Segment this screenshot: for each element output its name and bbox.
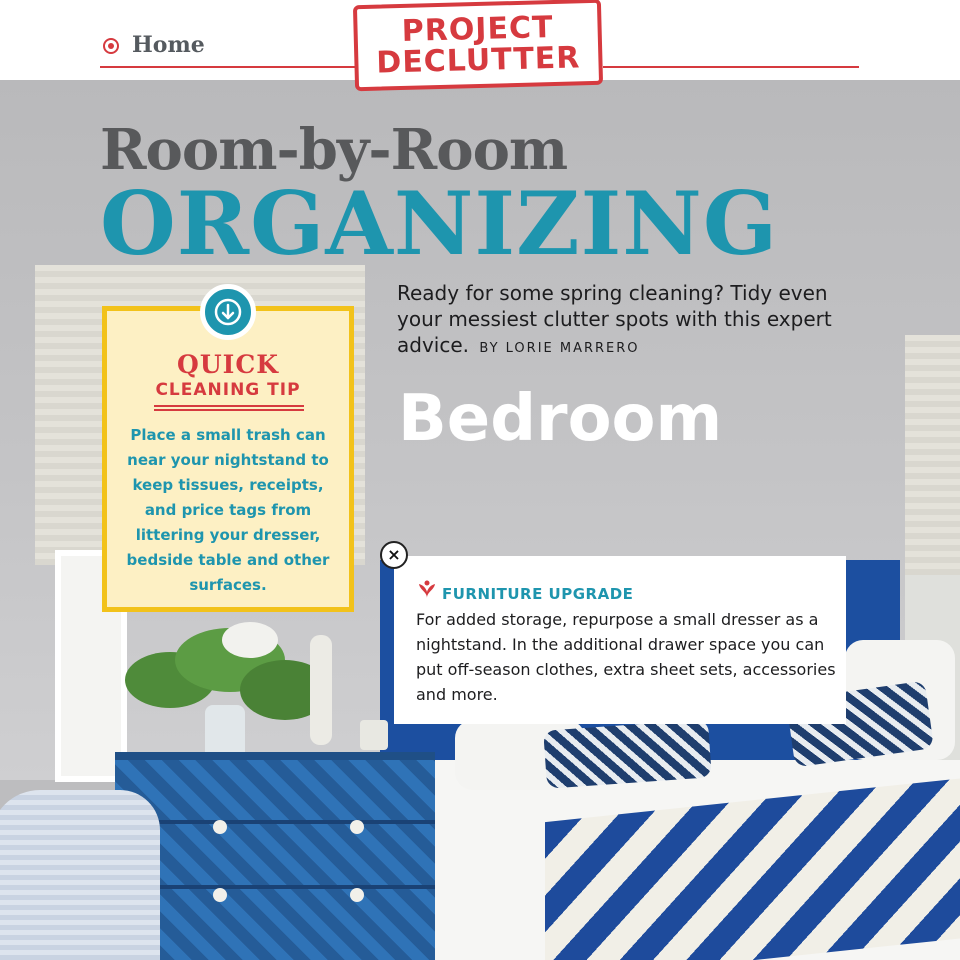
plant [110, 620, 350, 770]
window-shade-right [905, 335, 960, 575]
byline: BY LORIE MARRERO [479, 341, 640, 356]
header-rule-right [603, 66, 859, 68]
nightstand [115, 752, 435, 960]
tip-title: QUICK [177, 350, 279, 379]
upgrade-body: For added storage, repurpose a small dresser as a nightstand. In the additional drawer space you can put off-season clothes, extra sheet sets, accessories and more. [416, 610, 836, 704]
headline-line2: ORGANIZING [100, 172, 779, 275]
project-declutter-stamp: PROJECT DECLUTTER [353, 0, 603, 91]
home-bullet-icon [103, 38, 119, 54]
drawer-knob [350, 888, 364, 902]
pillow-patterned [543, 719, 712, 788]
candle-jar [360, 720, 388, 750]
drawer-knob [213, 888, 227, 902]
drawer-knob [213, 820, 227, 834]
close-icon[interactable]: × [380, 541, 408, 569]
home-link[interactable]: Home [132, 32, 205, 58]
header-rule-left [100, 66, 355, 68]
drawer-knob [350, 820, 364, 834]
intro-text [397, 280, 867, 362]
armchair [0, 790, 160, 960]
intro-copy: Ready for some spring cleaning? Tidy even your messiest clutter spots with this expert advice. [397, 281, 832, 357]
quick-tip-box [102, 306, 354, 612]
flourish-icon [416, 578, 438, 600]
tip-body: Place a small trash can near your nightstand to keep tissues, receipts, and price tags from littering your dresser, bedside table and other surfaces. [126, 426, 330, 594]
section-title: Bedroom [398, 382, 723, 456]
tip-subtitle: CLEANING TIP [155, 380, 301, 400]
headline-line1: Room-by-Room [100, 117, 568, 183]
arrow-down-circle-icon [200, 284, 256, 340]
tip-divider [154, 405, 304, 411]
upgrade-title: FURNITURE UPGRADE [442, 585, 634, 603]
